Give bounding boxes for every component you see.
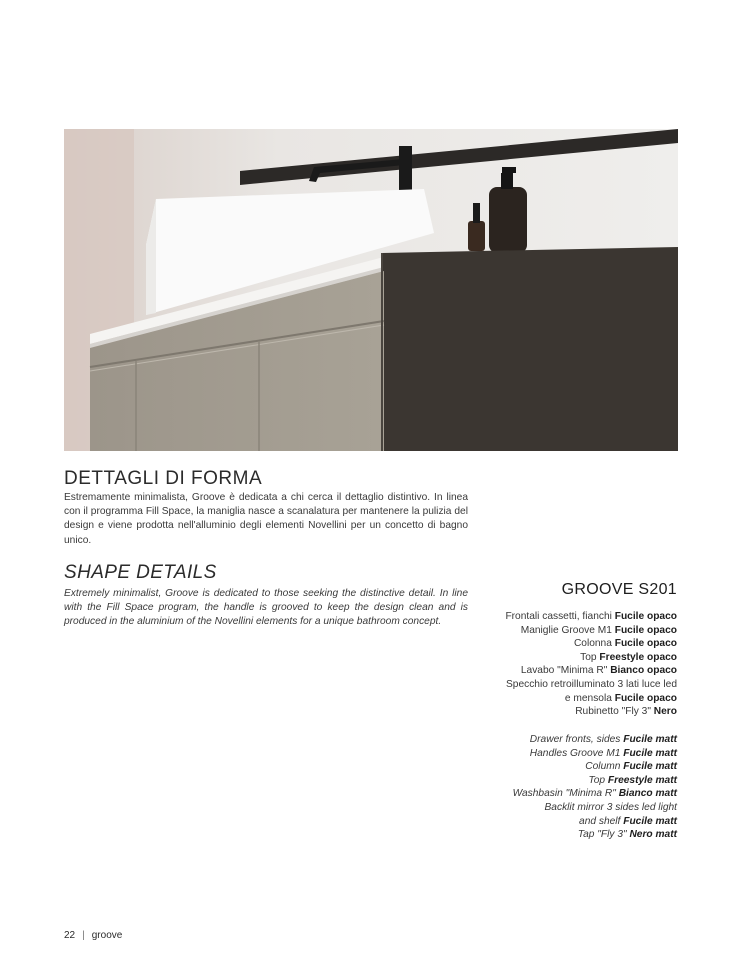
english-spec-list (417, 733, 677, 842)
spec-item: Lavabo "Minima R" Bianco opaco (520, 665, 677, 677)
vanity-illustration (64, 129, 678, 451)
italian-body: Estremamente minimalista, Groove è dedicata a chi cerca il dettaglio distintivo. In linea con il programma Fill Space, la maniglia nasce a scanalatura per mantenere la pulizia del design e viene prodotta nell'alluminio degli elementi Novellini per un concetto di bagno unico. (64, 492, 468, 546)
soap-bottle (489, 187, 527, 253)
spec-item: Washbasin "Minima R" Bianco matt (512, 788, 677, 800)
small-bottle (468, 221, 485, 251)
spec-item: Column Fucile matt (585, 761, 677, 773)
product-title: GROOVE S201 (561, 581, 677, 598)
spec-item: Backlit mirror 3 sides led light (544, 801, 677, 813)
spec-item: Colonna Fucile opaco (573, 638, 677, 650)
section-name: groove (91, 930, 123, 941)
page-footer (64, 930, 122, 941)
english-heading: SHAPE DETAILS (64, 562, 217, 583)
page-number: 22 (64, 930, 76, 941)
spec-item: Tap "Fly 3" Nero matt (577, 829, 677, 841)
spec-item: Frontali cassetti, fianchi Fucile opaco (505, 611, 677, 622)
spec-item: Top Freestyle matt (588, 774, 677, 786)
spec-item: Top Freestyle opaco (580, 651, 677, 663)
footer-separator: | (82, 930, 85, 941)
vanity-front (382, 247, 678, 451)
english-body: Extremely minimalist, Groove is dedicated to those seeking the distinctive detail. In line with the Fill Space program, the handle is grooved to keep the design clean and is produced in the aluminium of the Novellini elements for a unique bathroom concept. (64, 588, 468, 628)
vanity-photo (64, 129, 678, 451)
spec-item: Maniglie Groove M1 Fucile opaco (520, 624, 677, 636)
spec-item: Handles Groove M1 Fucile matt (529, 747, 677, 759)
italian-heading: DETTAGLI DI FORMA (64, 468, 263, 489)
spec-item: and shelf Fucile matt (579, 815, 677, 827)
spec-item: Rubinetto "Fly 3" Nero (575, 706, 677, 718)
spec-item: e mensola Fucile opaco (564, 692, 677, 704)
spec-item: Drawer fronts, sides Fucile matt (529, 734, 677, 745)
spec-item: Specchio retroilluminato 3 lati luce led (505, 678, 677, 690)
italian-spec-list (417, 610, 677, 719)
